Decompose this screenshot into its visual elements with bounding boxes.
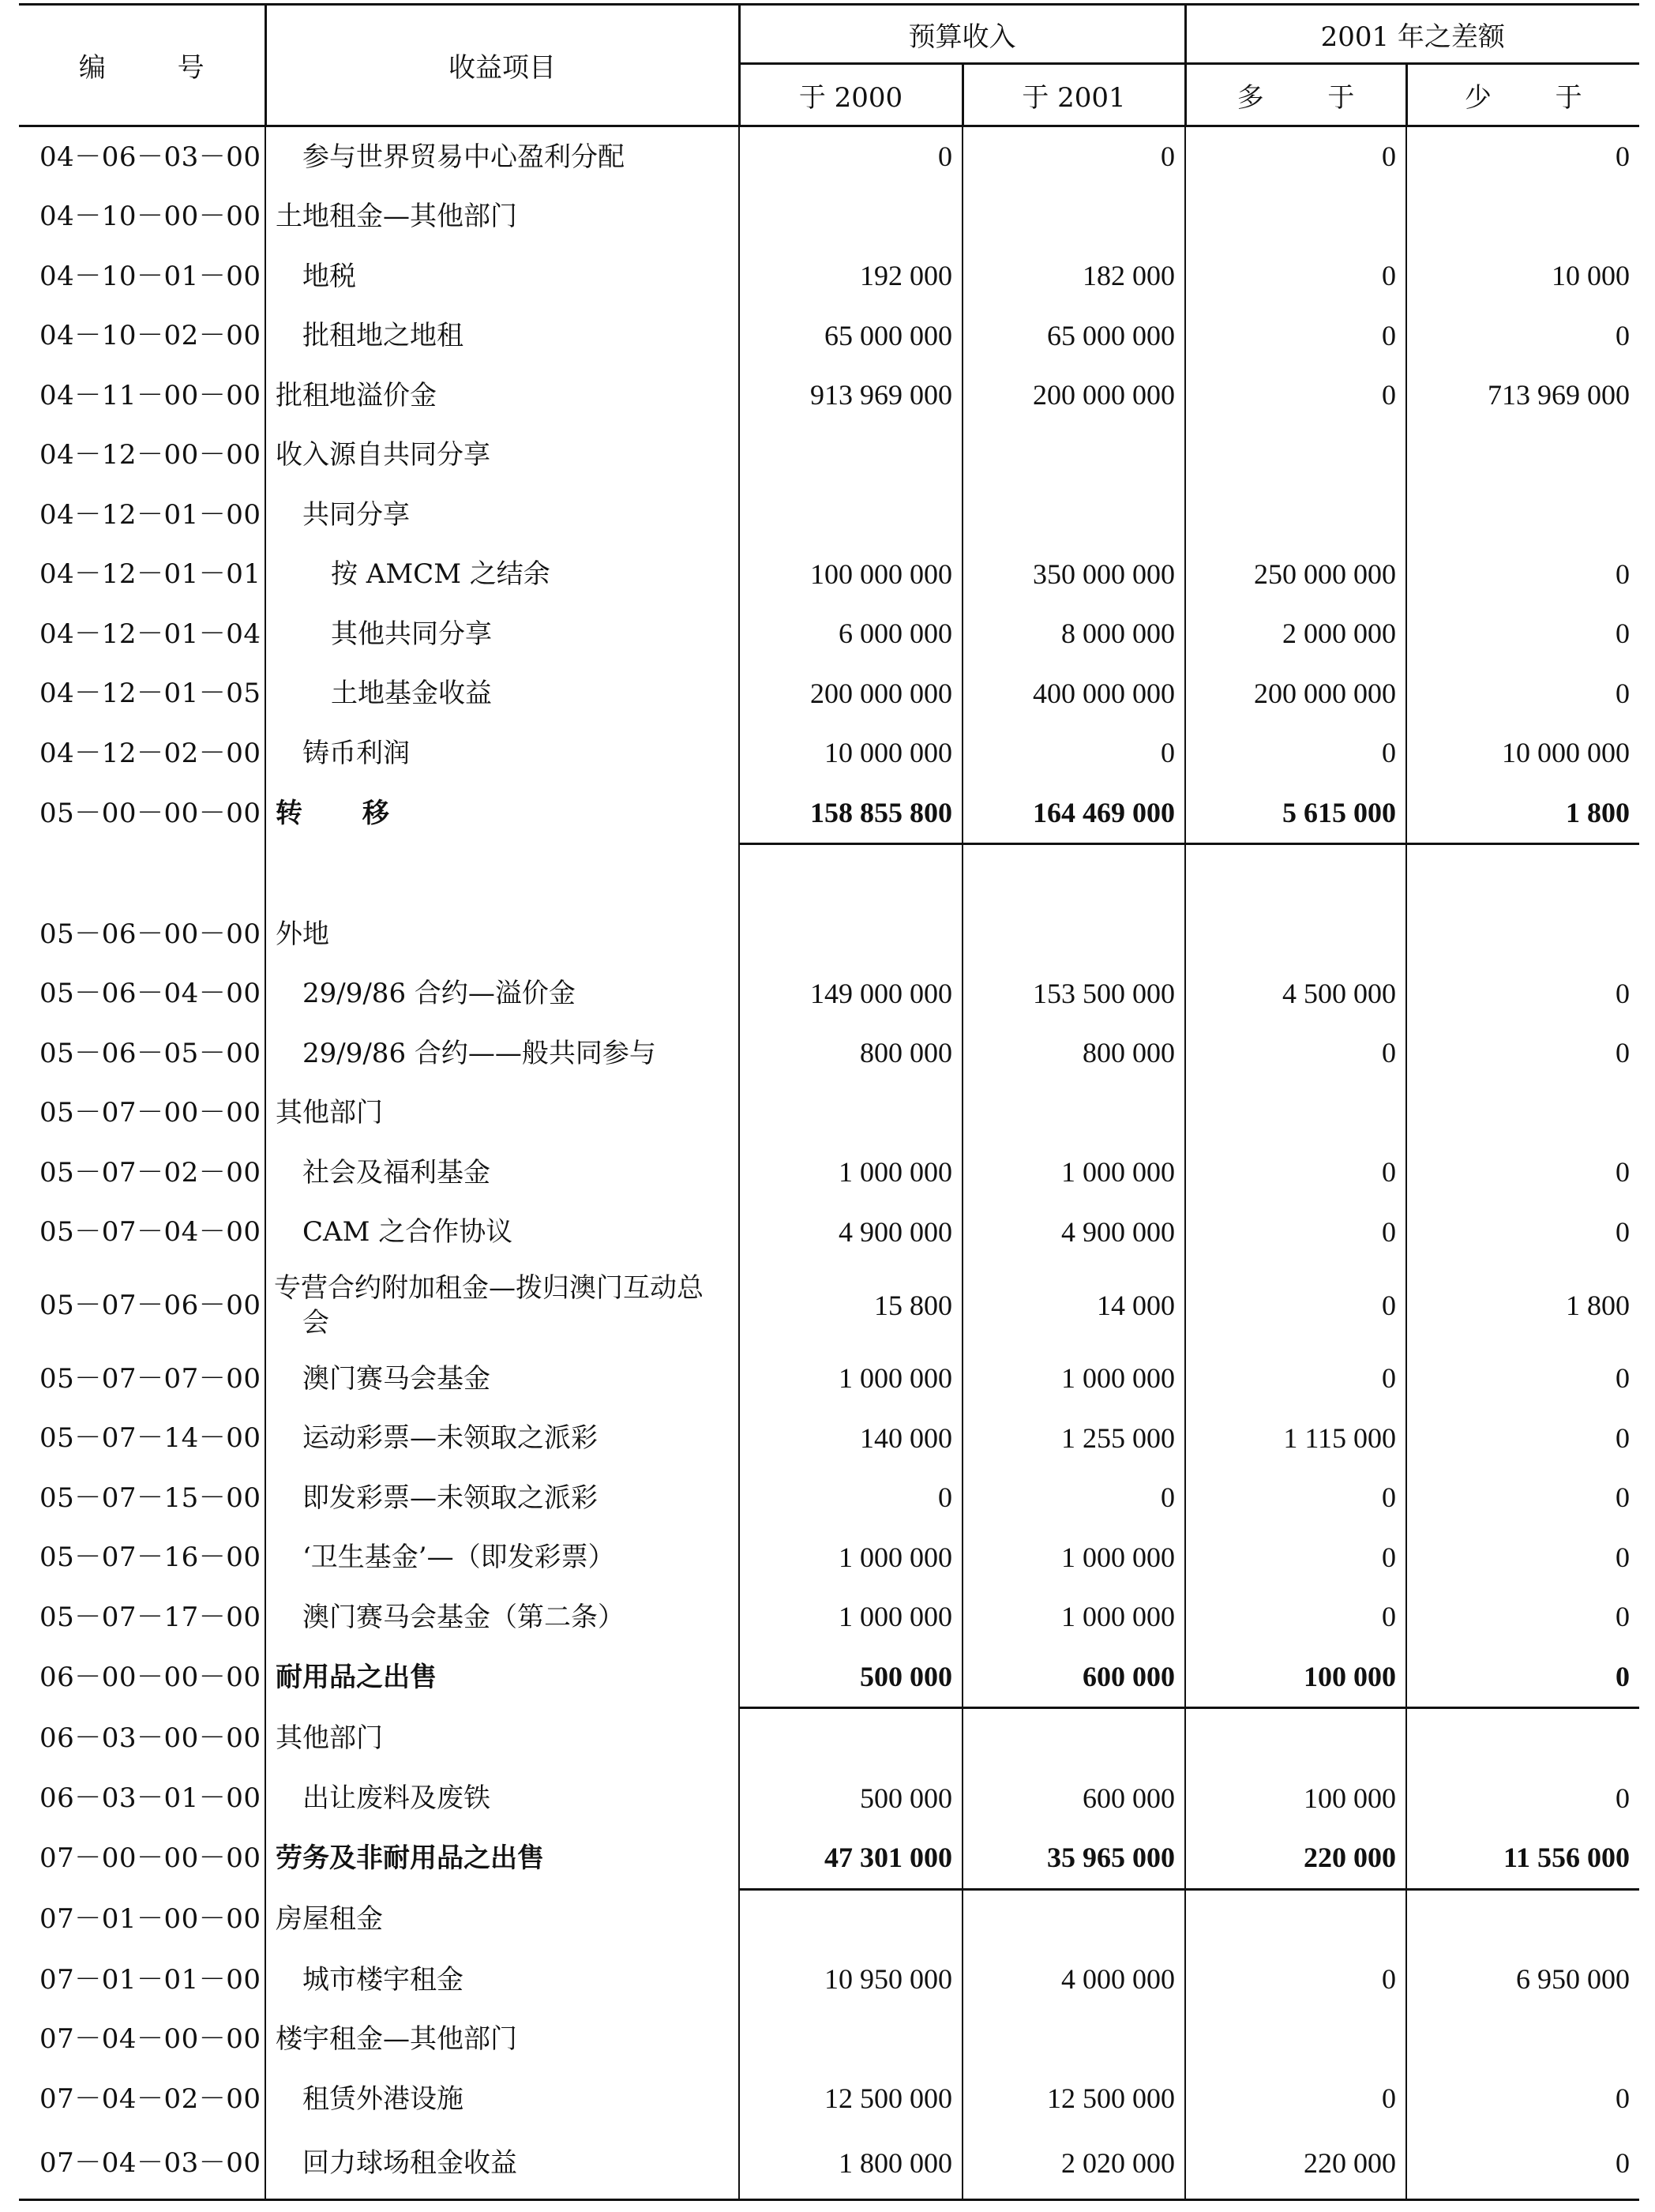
header-item: 收益项目 xyxy=(265,5,739,126)
row-item: 铸币利润 xyxy=(265,723,739,783)
row-budget-2001: 350 000 000 xyxy=(963,545,1185,605)
row-diff-more xyxy=(1185,187,1406,247)
row-diff-more: 0 xyxy=(1185,1587,1406,1647)
row-budget-2000 xyxy=(739,2010,963,2070)
row-budget-2000: 800 000 xyxy=(739,1023,963,1083)
row-item: 批租地溢价金 xyxy=(265,366,739,426)
table-header xyxy=(19,5,1639,126)
header-code: 编 号 xyxy=(19,5,265,126)
table-row xyxy=(19,1828,1639,1889)
row-code: 04－12－01－04 xyxy=(19,604,265,664)
row-code: 04－10－01－00 xyxy=(19,246,265,306)
table-row xyxy=(19,426,1639,486)
row-diff-less: 0 xyxy=(1406,2069,1639,2129)
row-diff-more xyxy=(1185,2010,1406,2070)
row-diff-more: 0 xyxy=(1185,723,1406,783)
row-code: 05－07－07－00 xyxy=(19,1349,265,1409)
table-row xyxy=(19,1587,1639,1647)
row-item: ‘卫生基金’—（即发彩票） xyxy=(265,1528,739,1588)
row-diff-less: 0 xyxy=(1406,1409,1639,1469)
row-diff-less xyxy=(1406,1083,1639,1144)
row-budget-2000 xyxy=(739,1708,963,1769)
row-code: 07－00－00－00 xyxy=(19,1828,265,1889)
row-budget-2000: 10 950 000 xyxy=(739,1950,963,2010)
row-code: 07－01－01－00 xyxy=(19,1950,265,2010)
row-budget-2001: 200 000 000 xyxy=(963,366,1185,426)
table-row xyxy=(19,1647,1639,1708)
row-item: 回力球场租金收益 xyxy=(265,2129,739,2200)
row-item: 专营合约附加租金—拨归澳门互动总会 xyxy=(265,1262,739,1349)
table-row xyxy=(19,723,1639,783)
row-item: 按 AMCM 之结余 xyxy=(265,545,739,605)
table-row xyxy=(19,1468,1639,1528)
table-row xyxy=(19,306,1639,366)
row-diff-more: 0 xyxy=(1185,246,1406,306)
row-budget-2001: 2 020 000 xyxy=(963,2129,1185,2200)
row-code: 05－07－02－00 xyxy=(19,1143,265,1203)
row-item: 参与世界贸易中心盈利分配 xyxy=(265,126,739,187)
row-budget-2000: 0 xyxy=(739,126,963,187)
row-diff-more xyxy=(1185,1889,1406,1950)
row-diff-more: 0 xyxy=(1185,126,1406,187)
row-budget-2000: 500 000 xyxy=(739,1647,963,1708)
row-budget-2001: 600 000 xyxy=(963,1769,1185,1829)
row-budget-2000: 1 000 000 xyxy=(739,1349,963,1409)
row-budget-2001: 1 255 000 xyxy=(963,1409,1185,1469)
table-row xyxy=(19,2129,1639,2200)
row-budget-2000: 12 500 000 xyxy=(739,2069,963,2129)
row-diff-more: 0 xyxy=(1185,1349,1406,1409)
header-diff-group: 2001 年之差额 xyxy=(1185,5,1639,64)
row-code: 07－04－03－00 xyxy=(19,2129,265,2200)
row-budget-2000: 1 000 000 xyxy=(739,1587,963,1647)
table-row xyxy=(19,604,1639,664)
table-row xyxy=(19,366,1639,426)
row-code: 04－12－02－00 xyxy=(19,723,265,783)
row-code: 05－06－04－00 xyxy=(19,964,265,1024)
row-budget-2001: 12 500 000 xyxy=(963,2069,1185,2129)
row-code: 04－10－02－00 xyxy=(19,306,265,366)
row-budget-2000: 4 900 000 xyxy=(739,1203,963,1263)
row-item: CAM 之合作协议 xyxy=(265,1203,739,1263)
row-item: 29/9/86 合约——般共同参与 xyxy=(265,1023,739,1083)
table-row xyxy=(19,1143,1639,1203)
row-budget-2000 xyxy=(739,904,963,964)
row-diff-less: 0 xyxy=(1406,1023,1639,1083)
header-col-2000: 于 2000 xyxy=(739,64,963,126)
row-code: 05－06－00－00 xyxy=(19,904,265,964)
spacer-cell xyxy=(19,844,265,905)
row-budget-2001: 1 000 000 xyxy=(963,1349,1185,1409)
row-budget-2000: 1 800 000 xyxy=(739,2129,963,2200)
row-code: 05－07－14－00 xyxy=(19,1409,265,1469)
row-code: 06－03－00－00 xyxy=(19,1708,265,1769)
row-budget-2000 xyxy=(739,1083,963,1144)
row-item: 其他共同分享 xyxy=(265,604,739,664)
row-diff-more: 2 000 000 xyxy=(1185,604,1406,664)
row-diff-more: 100 000 xyxy=(1185,1769,1406,1829)
row-code: 05－07－15－00 xyxy=(19,1468,265,1528)
row-code: 05－07－06－00 xyxy=(19,1262,265,1349)
table-row xyxy=(19,664,1639,724)
row-diff-less: 0 xyxy=(1406,1143,1639,1203)
row-diff-less: 1 800 xyxy=(1406,783,1639,844)
row-item: 出让废料及废铁 xyxy=(265,1769,739,1829)
table-row xyxy=(19,904,1639,964)
row-budget-2001: 14 000 xyxy=(963,1262,1185,1349)
table-row xyxy=(19,1950,1639,2010)
row-diff-less: 0 xyxy=(1406,1769,1639,1829)
row-diff-less: 1 800 xyxy=(1406,1262,1639,1349)
row-budget-2001 xyxy=(963,187,1185,247)
row-diff-less xyxy=(1406,485,1639,545)
row-diff-less xyxy=(1406,1708,1639,1769)
budget-revenue-table xyxy=(19,3,1639,2201)
row-budget-2001: 8 000 000 xyxy=(963,604,1185,664)
row-code: 05－00－00－00 xyxy=(19,783,265,844)
table-row xyxy=(19,2010,1639,2070)
row-budget-2001: 182 000 xyxy=(963,246,1185,306)
row-diff-less: 0 xyxy=(1406,1528,1639,1588)
row-diff-less: 0 xyxy=(1406,545,1639,605)
row-budget-2001: 0 xyxy=(963,723,1185,783)
row-diff-more: 0 xyxy=(1185,1203,1406,1263)
table-row xyxy=(19,545,1639,605)
row-code: 05－07－00－00 xyxy=(19,1083,265,1144)
row-budget-2001 xyxy=(963,2010,1185,2070)
row-item: 房屋租金 xyxy=(265,1889,739,1950)
row-code: 05－06－05－00 xyxy=(19,1023,265,1083)
row-item: 运动彩票—未领取之派彩 xyxy=(265,1409,739,1469)
table-row xyxy=(19,783,1639,844)
row-diff-more xyxy=(1185,485,1406,545)
row-budget-2001: 0 xyxy=(963,1468,1185,1528)
table-row xyxy=(19,1083,1639,1144)
row-code: 07－04－02－00 xyxy=(19,2069,265,2129)
row-item: 转 移 xyxy=(265,783,739,844)
row-budget-2000: 6 000 000 xyxy=(739,604,963,664)
row-item: 其他部门 xyxy=(265,1708,739,1769)
row-budget-2001 xyxy=(963,1708,1185,1769)
row-budget-2001: 4 900 000 xyxy=(963,1203,1185,1263)
row-diff-less xyxy=(1406,426,1639,486)
row-diff-more: 1 115 000 xyxy=(1185,1409,1406,1469)
row-diff-more xyxy=(1185,1083,1406,1144)
row-budget-2000 xyxy=(739,426,963,486)
row-diff-less: 11 556 000 xyxy=(1406,1828,1639,1889)
row-budget-2000: 500 000 xyxy=(739,1769,963,1829)
row-budget-2000: 1 000 000 xyxy=(739,1528,963,1588)
table-row xyxy=(19,1708,1639,1769)
table-row xyxy=(19,1409,1639,1469)
row-item: 土地基金收益 xyxy=(265,664,739,724)
row-diff-more: 0 xyxy=(1185,1143,1406,1203)
table-body xyxy=(19,126,1639,2200)
row-budget-2001: 800 000 xyxy=(963,1023,1185,1083)
row-budget-2000: 10 000 000 xyxy=(739,723,963,783)
row-budget-2001 xyxy=(963,904,1185,964)
row-diff-more: 5 615 000 xyxy=(1185,783,1406,844)
row-budget-2000: 1 000 000 xyxy=(739,1143,963,1203)
row-diff-more: 100 000 xyxy=(1185,1647,1406,1708)
row-budget-2000: 192 000 xyxy=(739,246,963,306)
row-code: 07－04－00－00 xyxy=(19,2010,265,2070)
row-diff-less: 0 xyxy=(1406,2129,1639,2200)
table-row xyxy=(19,1262,1639,1349)
row-budget-2001: 400 000 000 xyxy=(963,664,1185,724)
row-diff-more: 200 000 000 xyxy=(1185,664,1406,724)
row-item: 社会及福利基金 xyxy=(265,1143,739,1203)
row-diff-less: 0 xyxy=(1406,306,1639,366)
spacer-cell xyxy=(1185,844,1406,905)
header-col-2001: 于 2001 xyxy=(963,64,1185,126)
row-item: 外地 xyxy=(265,904,739,964)
row-diff-less: 0 xyxy=(1406,964,1639,1024)
row-budget-2000: 158 855 800 xyxy=(739,783,963,844)
row-item: 批租地之地租 xyxy=(265,306,739,366)
row-budget-2001: 1 000 000 xyxy=(963,1528,1185,1588)
row-budget-2000: 47 301 000 xyxy=(739,1828,963,1889)
row-item: 共同分享 xyxy=(265,485,739,545)
row-code: 04－10－00－00 xyxy=(19,187,265,247)
row-code: 04－12－00－00 xyxy=(19,426,265,486)
row-budget-2000 xyxy=(739,187,963,247)
row-diff-less: 0 xyxy=(1406,1587,1639,1647)
row-diff-more: 0 xyxy=(1185,1528,1406,1588)
row-diff-less: 0 xyxy=(1406,1647,1639,1708)
row-diff-more: 0 xyxy=(1185,1950,1406,2010)
row-diff-less: 0 xyxy=(1406,126,1639,187)
table-row xyxy=(19,964,1639,1024)
row-code: 04－06－03－00 xyxy=(19,126,265,187)
header-col-less: 少 于 xyxy=(1406,64,1639,126)
spacer-row xyxy=(19,844,1639,905)
table-row xyxy=(19,246,1639,306)
row-diff-more xyxy=(1185,904,1406,964)
row-diff-more: 0 xyxy=(1185,306,1406,366)
row-item: 耐用品之出售 xyxy=(265,1647,739,1708)
row-diff-less: 10 000 000 xyxy=(1406,723,1639,783)
row-item: 劳务及非耐用品之出售 xyxy=(265,1828,739,1889)
row-diff-less xyxy=(1406,904,1639,964)
row-diff-more: 0 xyxy=(1185,1023,1406,1083)
row-diff-more: 220 000 xyxy=(1185,1828,1406,1889)
row-diff-less: 0 xyxy=(1406,1349,1639,1409)
row-diff-more: 4 500 000 xyxy=(1185,964,1406,1024)
row-budget-2001: 600 000 xyxy=(963,1647,1185,1708)
row-budget-2001: 1 000 000 xyxy=(963,1587,1185,1647)
row-code: 06－00－00－00 xyxy=(19,1647,265,1708)
row-diff-more xyxy=(1185,1708,1406,1769)
table-row xyxy=(19,2069,1639,2129)
row-budget-2001 xyxy=(963,485,1185,545)
header-budget-group: 预算收入 xyxy=(739,5,1185,64)
header-col-more: 多 于 xyxy=(1185,64,1406,126)
row-diff-less: 0 xyxy=(1406,1468,1639,1528)
table-row xyxy=(19,1528,1639,1588)
row-budget-2001: 4 000 000 xyxy=(963,1950,1185,2010)
row-code: 04－12－01－01 xyxy=(19,545,265,605)
row-budget-2000 xyxy=(739,485,963,545)
row-item: 即发彩票—未领取之派彩 xyxy=(265,1468,739,1528)
row-diff-less: 713 969 000 xyxy=(1406,366,1639,426)
row-budget-2000: 149 000 000 xyxy=(739,964,963,1024)
row-budget-2001 xyxy=(963,426,1185,486)
table-row xyxy=(19,1889,1639,1950)
row-code: 05－07－16－00 xyxy=(19,1528,265,1588)
row-diff-less: 0 xyxy=(1406,664,1639,724)
row-budget-2000: 65 000 000 xyxy=(739,306,963,366)
row-diff-more: 0 xyxy=(1185,2069,1406,2129)
table-row xyxy=(19,1769,1639,1829)
row-item: 29/9/86 合约—溢价金 xyxy=(265,964,739,1024)
row-budget-2001: 164 469 000 xyxy=(963,783,1185,844)
row-item: 土地租金—其他部门 xyxy=(265,187,739,247)
row-diff-more: 0 xyxy=(1185,1262,1406,1349)
row-diff-less: 0 xyxy=(1406,604,1639,664)
row-diff-less xyxy=(1406,187,1639,247)
row-diff-more: 220 000 xyxy=(1185,2129,1406,2200)
row-budget-2001: 65 000 000 xyxy=(963,306,1185,366)
row-item: 澳门赛马会基金 xyxy=(265,1349,739,1409)
row-code: 04－12－01－05 xyxy=(19,664,265,724)
row-item: 其他部门 xyxy=(265,1083,739,1144)
table-row xyxy=(19,485,1639,545)
table-row xyxy=(19,1349,1639,1409)
row-budget-2000: 15 800 xyxy=(739,1262,963,1349)
row-diff-more: 250 000 000 xyxy=(1185,545,1406,605)
row-code: 04－12－01－00 xyxy=(19,485,265,545)
row-budget-2000: 100 000 000 xyxy=(739,545,963,605)
row-item: 租赁外港设施 xyxy=(265,2069,739,2129)
table-row xyxy=(19,187,1639,247)
row-code: 06－03－01－00 xyxy=(19,1769,265,1829)
row-item: 收入源自共同分享 xyxy=(265,426,739,486)
row-budget-2000: 913 969 000 xyxy=(739,366,963,426)
row-diff-less xyxy=(1406,2010,1639,2070)
row-budget-2001 xyxy=(963,1889,1185,1950)
row-diff-less xyxy=(1406,1889,1639,1950)
row-code: 05－07－17－00 xyxy=(19,1587,265,1647)
row-code: 05－07－04－00 xyxy=(19,1203,265,1263)
row-item: 澳门赛马会基金（第二条） xyxy=(265,1587,739,1647)
row-code: 07－01－00－00 xyxy=(19,1889,265,1950)
spacer-cell xyxy=(1406,844,1639,905)
spacer-cell xyxy=(265,844,739,905)
row-diff-more xyxy=(1185,426,1406,486)
table-row xyxy=(19,1203,1639,1263)
table-row xyxy=(19,1023,1639,1083)
row-item: 城市楼宇租金 xyxy=(265,1950,739,2010)
row-budget-2001: 35 965 000 xyxy=(963,1828,1185,1889)
row-diff-more: 0 xyxy=(1185,366,1406,426)
row-item: 地税 xyxy=(265,246,739,306)
spacer-cell xyxy=(963,844,1185,905)
row-diff-more: 0 xyxy=(1185,1468,1406,1528)
row-budget-2000: 0 xyxy=(739,1468,963,1528)
row-item: 楼宇租金—其他部门 xyxy=(265,2010,739,2070)
row-budget-2000 xyxy=(739,1889,963,1950)
spacer-cell xyxy=(739,844,963,905)
row-budget-2001: 0 xyxy=(963,126,1185,187)
row-diff-less: 10 000 xyxy=(1406,246,1639,306)
table-row xyxy=(19,126,1639,187)
row-budget-2001: 1 000 000 xyxy=(963,1143,1185,1203)
row-budget-2001 xyxy=(963,1083,1185,1144)
row-diff-less: 6 950 000 xyxy=(1406,1950,1639,2010)
row-code: 04－11－00－00 xyxy=(19,366,265,426)
row-budget-2000: 140 000 xyxy=(739,1409,963,1469)
row-budget-2001: 153 500 000 xyxy=(963,964,1185,1024)
row-budget-2000: 200 000 000 xyxy=(739,664,963,724)
row-diff-less: 0 xyxy=(1406,1203,1639,1263)
